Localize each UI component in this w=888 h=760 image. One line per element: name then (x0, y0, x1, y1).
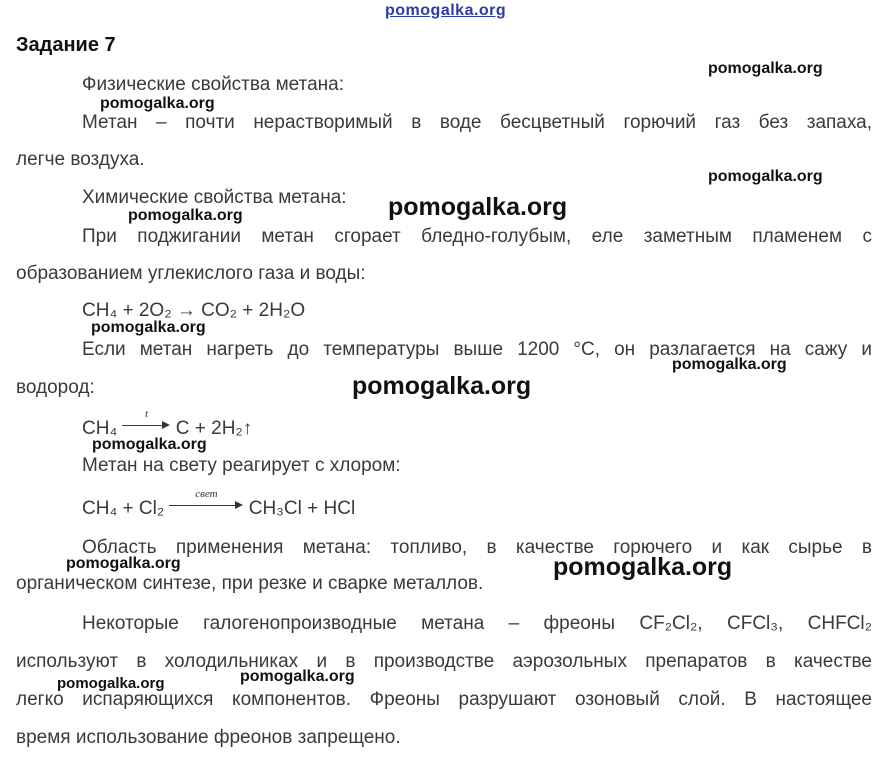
watermark: pomogalka.org (240, 668, 355, 685)
freons-line-1: Некоторые галогенопроизводные метана – фреоны CF₂Cl₂, CFCl₃, CHFCl₂ (82, 613, 872, 634)
watermark: pomogalka.org (128, 207, 243, 224)
equation-chlorination (82, 488, 356, 520)
watermark: pomogalka.org (92, 436, 207, 453)
watermark: pomogalka.org (672, 356, 787, 373)
freons-line-4: время использование фреонов запрещено. (16, 727, 401, 748)
watermark: pomogalka.org (66, 555, 181, 572)
arrow-condition-label: свет (195, 488, 218, 500)
watermark: pomogalka.org (91, 319, 206, 336)
physical-properties-heading: Физические свойства метана: (82, 74, 345, 95)
freons-line-2: используют в холодильниках и в производстве аэрозольных препаратов в качестве (16, 651, 872, 672)
reaction-arrow-icon (122, 408, 170, 432)
combustion-line-2: образованием углекислого газа и воды: (16, 263, 366, 284)
watermark: pomogalka.org (100, 95, 215, 112)
chemical-properties-heading: Химические свойства метана: (82, 187, 347, 208)
equation-rhs: CH₃Cl + HCl (248, 498, 356, 519)
watermark: pomogalka.org (708, 60, 823, 77)
watermark: pomogalka.org (388, 193, 568, 221)
decomposition-line-1: Если метан нагреть до температуры выше 1200 °С, он разлагается на сажу и (82, 339, 872, 360)
watermark: pomogalka.org (352, 372, 532, 400)
combustion-line-1: При поджигании метан сгорает бледно-голубым, еле заметным пламенем с (82, 226, 872, 247)
arrow-condition-label: t (144, 408, 149, 420)
task-title: Задание 7 (16, 34, 116, 56)
equation-rhs: C + 2H₂↑ (175, 418, 253, 439)
application-line-1: Область применения метана: топливо, в качестве горючего и как сырье в (82, 537, 872, 558)
freons-line-3: легко испаряющихся компонентов. Фреоны разрушают озоновый слой. В настоящее (16, 689, 872, 710)
equation-lhs: CH₄ (82, 418, 118, 439)
chlorination-intro: Метан на свету реагирует с хлором: (82, 455, 401, 476)
equation-lhs: CH₄ + Cl₂ (82, 498, 165, 519)
watermark: pomogalka.org (708, 168, 823, 185)
equation-lhs: CH₄ + 2O₂ (82, 300, 172, 321)
methane-description-line-1: Метан – почти нерастворимый в воде бесцветный горючий газ без запаха, (82, 112, 872, 133)
application-line-2: органическом синтезе, при резке и сварке металлов. (16, 573, 484, 594)
site-link[interactable]: pomogalka.org (385, 2, 507, 19)
reaction-arrow: → (176, 300, 196, 321)
decomposition-line-2: водород: (16, 377, 95, 398)
equation-rhs: CO₂ + 2H₂O (201, 300, 306, 321)
watermark: pomogalka.org (553, 553, 733, 581)
methane-description-line-2: легче воздуха. (16, 149, 145, 170)
reaction-arrow-icon (169, 488, 243, 512)
watermark: pomogalka.org (57, 675, 165, 692)
